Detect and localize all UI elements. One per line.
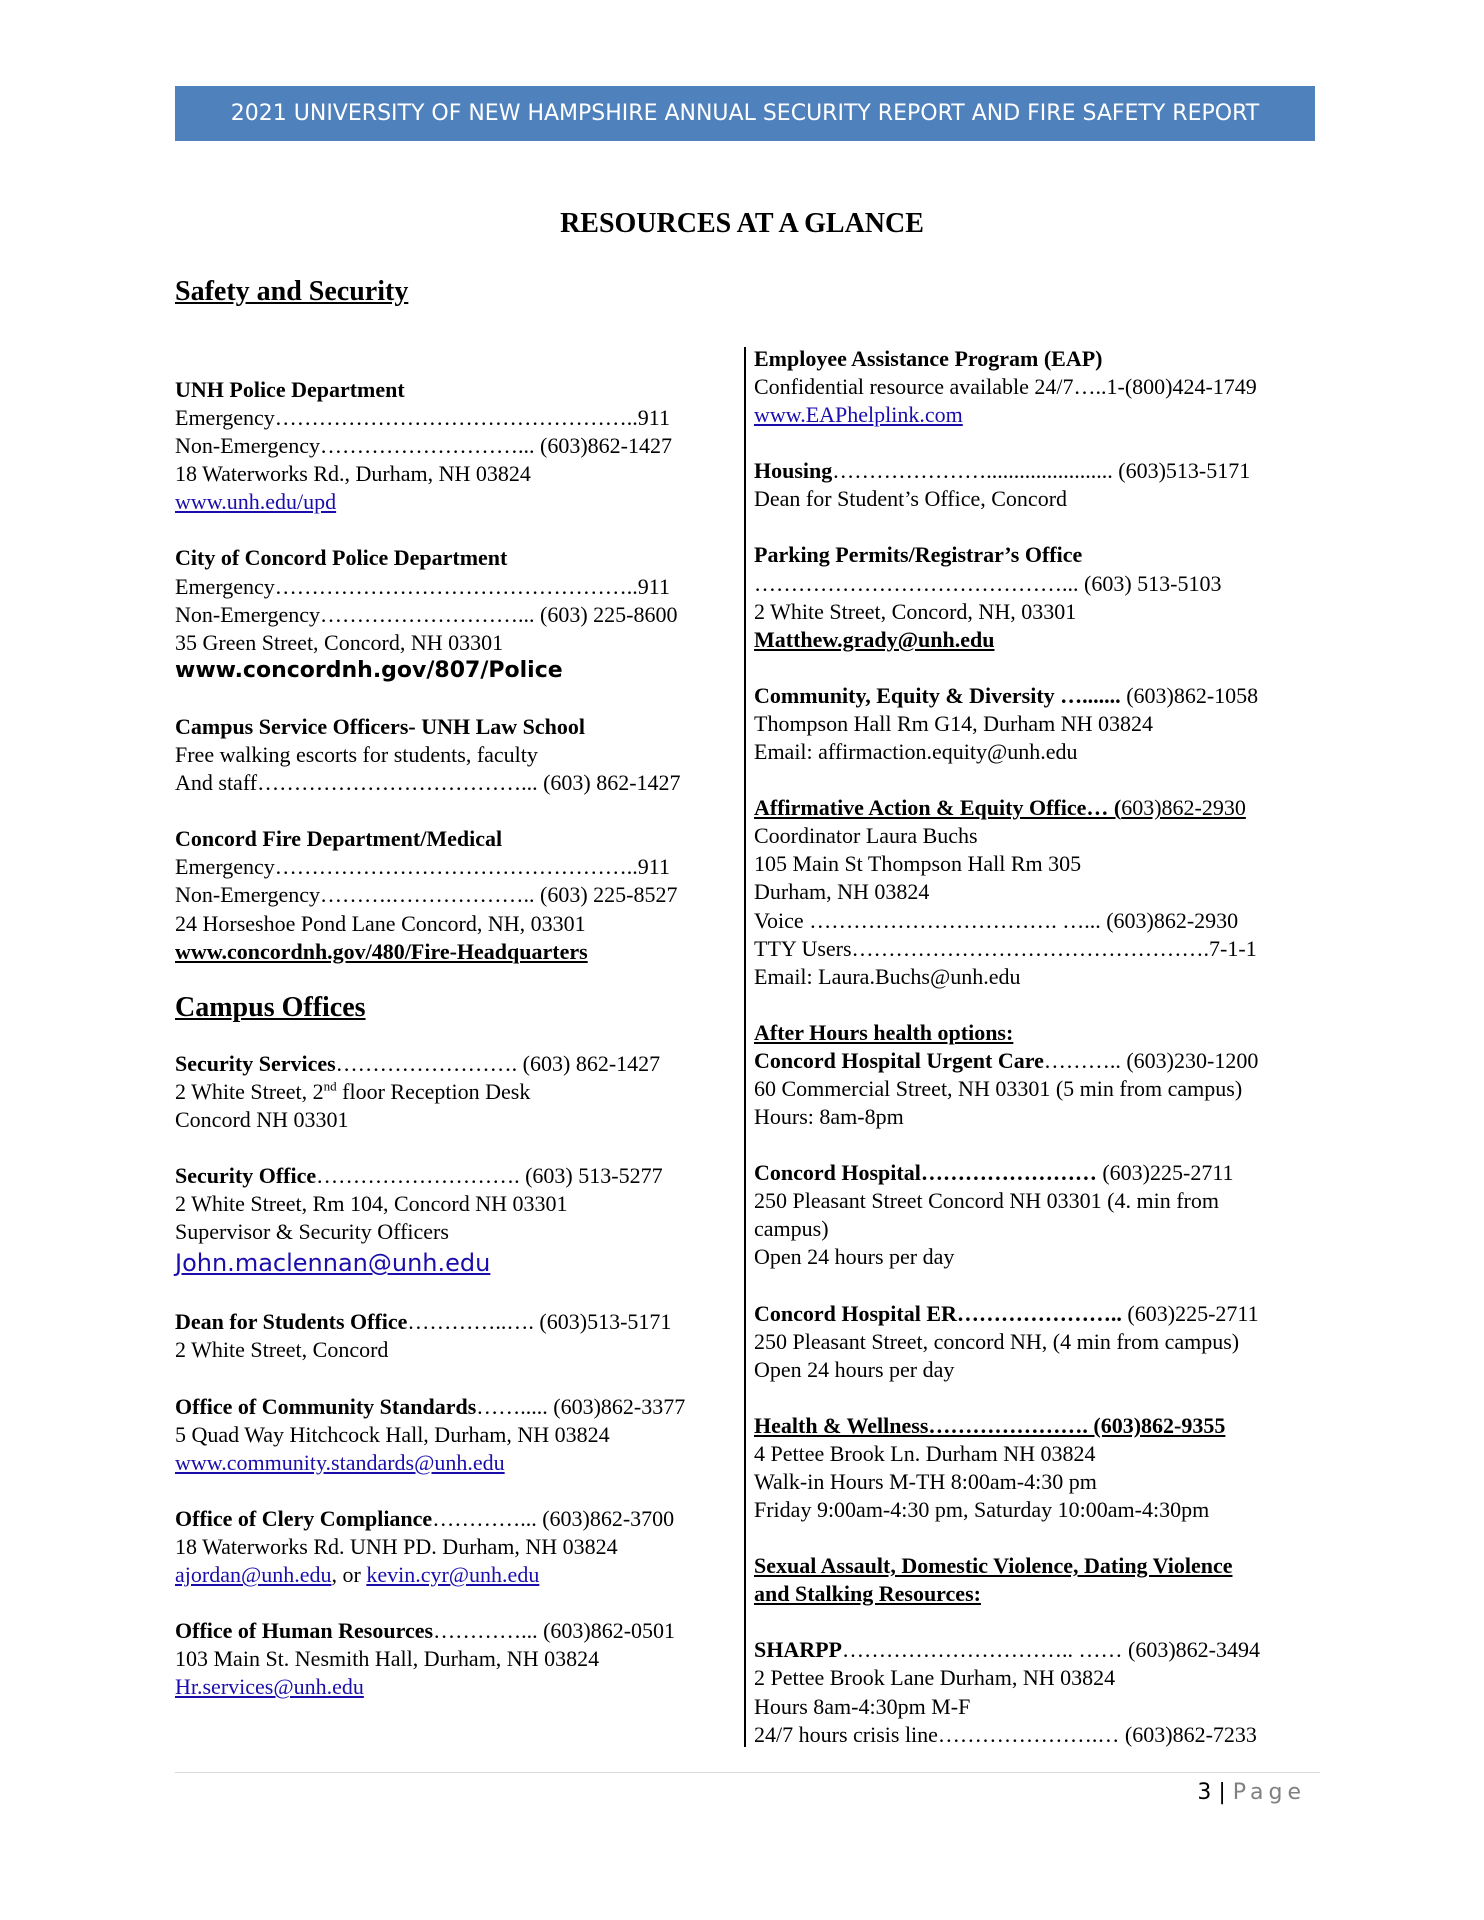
dean-block [175,1308,735,1364]
housing-name: Housing [754,458,833,484]
er-phone: (603)225-2711 [1121,1300,1259,1326]
concord-police-name: City of Concord Police Department [175,545,508,571]
clery-email-separator: , or [331,1562,367,1587]
parking-address: 2 White Street, Concord, NH, 03301 [754,598,1077,624]
urgent-care-address: 60 Commercial Street, NH 03301 (5 min from campus) [754,1075,1243,1101]
fire-address: 24 Horseshoe Pond Lane Concord, NH, 03301 [175,910,586,936]
page-separator: | [1211,1780,1233,1805]
unh-police-name: UNH Police Department [175,377,405,402]
right-column [754,345,1314,1777]
ced-name: Community, Equity & Diversity …....... [754,682,1121,708]
hr-phone: …………... (603)862-0501 [433,1618,676,1644]
aae-name: Affirmative Action & Equity Office… ( [754,795,1122,821]
community-standards-name: Office of Community Standards [175,1393,477,1419]
cso-line1: Free walking escorts for students, faculty [175,742,538,768]
aae-line3: Durham, NH 03824 [754,879,930,905]
health-address: 4 Pettee Brook Ln. Durham NH 03824 [754,1440,1096,1466]
cso-line2: And staff………………………………... (603) 862-1427 [175,770,681,796]
ced-address: Thompson Hall Rm G14, Durham NH 03824 [754,710,1154,736]
parking-block [754,541,1314,653]
sexual-assault-line-1: Sexual Assault, Domestic Violence, Dating Violence [754,1553,1233,1579]
community-standards-link[interactable]: www.community.standards@unh.edu [175,1449,505,1475]
urgent-care-hours: Hours: 8am-8pm [754,1104,904,1130]
clery-phone: …………... (603)862-3700 [432,1505,675,1531]
sharpp-name: SHARPP [754,1637,842,1663]
clery-email-2[interactable]: kevin.cyr@unh.edu [366,1562,540,1587]
sharpp-address: 2 Pettee Brook Lane Durham, NH 03824 [754,1665,1116,1691]
hospital-name: Concord Hospital…………………… [754,1160,1097,1186]
sharpp-hours: Hours 8am-4:30pm M-F [754,1693,971,1719]
er-address: 250 Pleasant Street, concord NH, (4 min from campus) [754,1328,1240,1354]
left-column [175,376,735,1729]
hospital-block [754,1159,1314,1271]
aae-phone: 603)862-2930 [1121,795,1246,821]
er-name: Concord Hospital ER………………….. [754,1300,1122,1326]
fire-block [175,825,735,965]
eap-line: Confidential resource available 24/7…..1-(800)424-1749 [754,374,1257,400]
aae-tty: TTY Users………………………………………….7-1-1 [754,935,1257,961]
concord-police-emergency: Emergency…………………………………………..911 [175,573,670,599]
campus-offices-heading: Campus Offices [175,991,366,1023]
ced-email: Email: affirmaction.equity@unh.edu [754,739,1078,765]
dean-name: Dean for Students Office [175,1309,408,1335]
unh-police-address: 18 Waterworks Rd., Durham, NH 03824 [175,461,531,487]
community-standards-block [175,1393,735,1477]
eap-block [754,345,1314,429]
safety-security-heading: Safety and Security [175,276,409,307]
aae-email: Email: Laura.Buchs@unh.edu [754,963,1021,989]
security-office-phone: ………………………. (603) 513-5277 [316,1163,663,1189]
sharpp-block [754,1636,1314,1748]
dean-phone: …………..…. (603)513-5171 [407,1309,672,1335]
sharpp-phone: ………………………….. …… (603)862-3494 [842,1637,1260,1663]
concord-police-address: 35 Green Street, Concord, NH 03301 [175,629,504,655]
hr-address: 103 Main St. Nesmith Hall, Durham, NH 03824 [175,1646,600,1672]
ced-block [754,682,1314,766]
concord-police-link[interactable]: www.concordnh.gov/807/Police [175,657,563,683]
fire-emergency: Emergency…………………………………………..911 [175,854,670,880]
security-services-phone: ……………………. (603) 862-1427 [335,1050,661,1076]
sexual-assault-line-2: and Stalking Resources: [754,1581,981,1607]
parking-phone: ……………………………………... (603) 513-5103 [754,570,1222,596]
page-number: 3 [1197,1780,1212,1805]
after-hours-heading: After Hours health options: [754,1019,1014,1045]
security-office-email[interactable]: John.maclennan@unh.edu [175,1249,491,1278]
cso-name: Campus Service Officers- UNH Law School [175,713,586,739]
hr-name: Office of Human Resources [175,1618,434,1644]
security-services-block [175,1050,735,1134]
health-block [754,1412,1314,1524]
clery-block [175,1505,735,1589]
unh-police-link[interactable]: www.unh.edu/upd [175,489,337,515]
aae-block [754,794,1314,991]
urgent-care-phone: ……….. (603)230-1200 [1043,1047,1259,1073]
after-hours-block [754,1019,1314,1131]
urgent-care-name: Concord Hospital Urgent Care [754,1047,1044,1073]
eap-link[interactable]: www.EAPhelplink.com [754,402,963,428]
cso-block [175,713,735,797]
health-hours-2: Friday 9:00am-4:30 pm, Saturday 10:00am-4:30pm [754,1497,1210,1523]
security-services-city: Concord NH 03301 [175,1106,349,1132]
fire-name: Concord Fire Department/Medical [175,826,503,852]
health-title: Health & Wellness…………………. (603)862-9355 [754,1412,1226,1438]
concord-police-non-emergency: Non-Emergency………………………... (603) 225-8600 [175,601,678,627]
housing-phone: …………………....................... (603)513-5171 [832,458,1251,484]
dean-address: 2 White Street, Concord [175,1337,389,1363]
footer-rule [175,1772,1320,1773]
concord-police-block [175,544,735,684]
er-block [754,1300,1314,1384]
ced-phone: (603)862-1058 [1120,682,1259,708]
eap-name: Employee Assistance Program (EAP) [754,346,1103,371]
housing-block [754,457,1314,513]
page-title: RESOURCES AT A GLANCE [560,208,924,239]
unh-police-block [175,376,735,516]
security-office-block [175,1162,735,1280]
clery-address: 18 Waterworks Rd. UNH PD. Durham, NH 03824 [175,1533,618,1559]
hospital-phone: (603)225-2711 [1096,1160,1234,1186]
security-services-address: 2 White Street, 2nd floor Reception Desk [175,1078,531,1104]
housing-line: Dean for Student’s Office, Concord [754,486,1068,512]
parking-email[interactable]: Matthew.grady@unh.edu [754,626,995,652]
hospital-address: 250 Pleasant Street Concord NH 03301 (4. min from [754,1188,1219,1214]
hospital-address-2: campus) [754,1216,829,1242]
aae-line2: 105 Main St Thompson Hall Rm 305 [754,851,1082,877]
parking-name: Parking Permits/Registrar’s Office [754,542,1083,568]
security-office-address: 2 White Street, Rm 104, Concord NH 03301 [175,1191,568,1217]
page-footer [1197,1780,1306,1805]
hr-email[interactable]: Hr.services@unh.edu [175,1674,364,1700]
er-open: Open 24 hours per day [754,1356,955,1382]
security-office-line: Supervisor & Security Officers [175,1219,449,1245]
security-office-name: Security Office [175,1163,317,1189]
aae-line1: Coordinator Laura Buchs [754,823,978,849]
aae-voice: Voice ……………………………. …... (603)862-2930 [754,907,1239,933]
fire-non-emergency: Non-Emergency……….……………….. (603) 225-8527 [175,882,678,908]
unh-police-non-emergency: Non-Emergency………………………... (603)862-1427 [175,433,672,459]
clery-email-1[interactable]: ajordan@unh.edu [175,1562,332,1587]
report-banner: 2021 UNIVERSITY OF NEW HAMPSHIRE ANNUAL SECURITY REPORT AND FIRE SAFETY REPORT [175,86,1315,141]
page-word: Page [1232,1780,1306,1805]
clery-name: Office of Clery Compliance [175,1505,433,1531]
unh-police-emergency: Emergency…………………………………………..911 [175,405,670,431]
fire-link[interactable]: www.concordnh.gov/480/Fire-Headquarters [175,938,588,964]
hospital-open: Open 24 hours per day [754,1244,955,1270]
sharpp-crisis: 24/7 hours crisis line………………….… (603)862-7233 [754,1721,1257,1747]
security-services-name: Security Services [175,1050,336,1076]
hr-block [175,1617,735,1701]
column-divider [744,347,746,1747]
community-standards-address: 5 Quad Way Hitchcock Hall, Durham, NH 03824 [175,1421,610,1447]
community-standards-phone: ……..... (603)862-3377 [476,1393,686,1419]
sexual-assault-block [754,1552,1314,1608]
health-hours-1: Walk-in Hours M-TH 8:00am-4:30 pm [754,1469,1097,1494]
